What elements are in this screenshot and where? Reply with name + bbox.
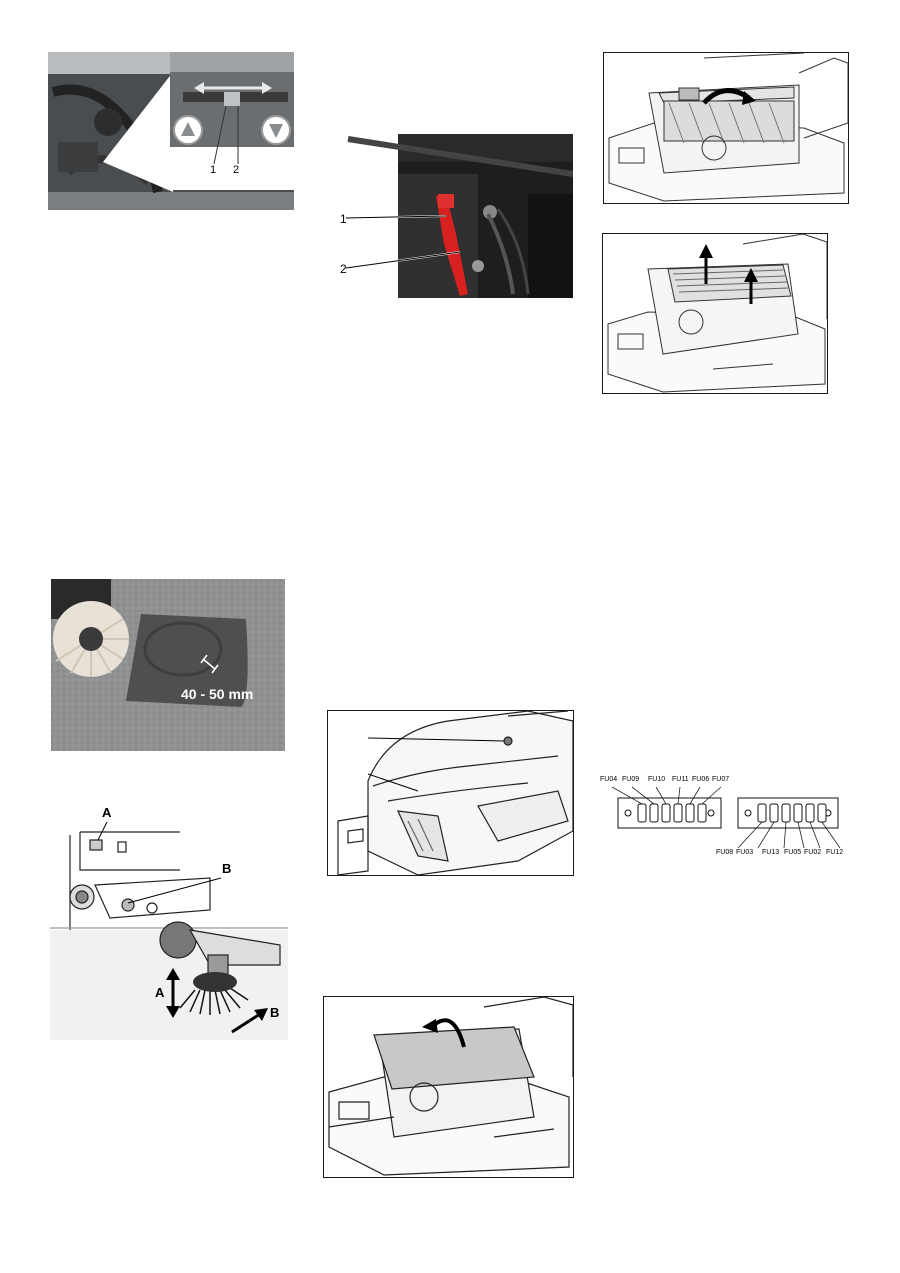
fuse-label-fu13: FU13 bbox=[762, 849, 780, 856]
adjuster-callout-1: 1 bbox=[210, 164, 217, 176]
fuse-label-fu09: FU09 bbox=[622, 776, 640, 783]
lever-callout-1: 1 bbox=[340, 212, 347, 226]
fuse-label-fu12: FU12 bbox=[826, 849, 844, 856]
hopper-lid-drawing bbox=[324, 997, 573, 1177]
fuse-label-fu06: FU06 bbox=[692, 776, 710, 783]
brush-adjust-arrow-a: A bbox=[155, 985, 165, 1000]
figure-fuse-box bbox=[598, 774, 848, 864]
fuse-label-fu05: FU05 bbox=[784, 849, 802, 856]
figure-brush-adjust bbox=[50, 800, 288, 1040]
fuse-label-fu10: FU10 bbox=[648, 776, 666, 783]
brush-adjust-arrow-b: B bbox=[270, 1005, 280, 1020]
fuse-label-fu04: FU04 bbox=[600, 776, 618, 783]
hopper-open-drawing bbox=[604, 53, 848, 203]
filter-removal-drawing bbox=[603, 234, 827, 393]
brush-adjust-label-b: B bbox=[222, 861, 232, 876]
machine-hood-drawing bbox=[328, 711, 573, 875]
brush-adjust-label-a: A bbox=[102, 805, 112, 820]
figure-brush-contact bbox=[51, 579, 285, 751]
figure-lever-photo bbox=[328, 134, 573, 298]
brush-contact-drawing bbox=[51, 579, 285, 751]
figure-hopper-open bbox=[603, 52, 849, 204]
brush-contact-measurement: 40 - 50 mm bbox=[181, 686, 254, 702]
figure-adjuster-photo bbox=[48, 52, 294, 210]
fuse-label-fu07: FU07 bbox=[712, 776, 730, 783]
adjuster-callout-2: 2 bbox=[233, 164, 240, 176]
lever-callout-2: 2 bbox=[340, 262, 347, 276]
adjuster-photo-drawing bbox=[48, 52, 294, 210]
figure-filter-removal bbox=[602, 233, 828, 394]
figure-machine-hood bbox=[327, 710, 574, 876]
fuse-label-fu03: FU03 bbox=[736, 849, 754, 856]
fuse-label-fu08: FU08 bbox=[716, 849, 734, 856]
fuse-label-fu11: FU11 bbox=[672, 776, 689, 783]
brush-adjust-drawing bbox=[50, 800, 288, 1040]
lever-photo-drawing bbox=[328, 134, 573, 298]
figure-hopper-lid bbox=[323, 996, 574, 1178]
fuse-label-fu02: FU02 bbox=[804, 849, 822, 856]
